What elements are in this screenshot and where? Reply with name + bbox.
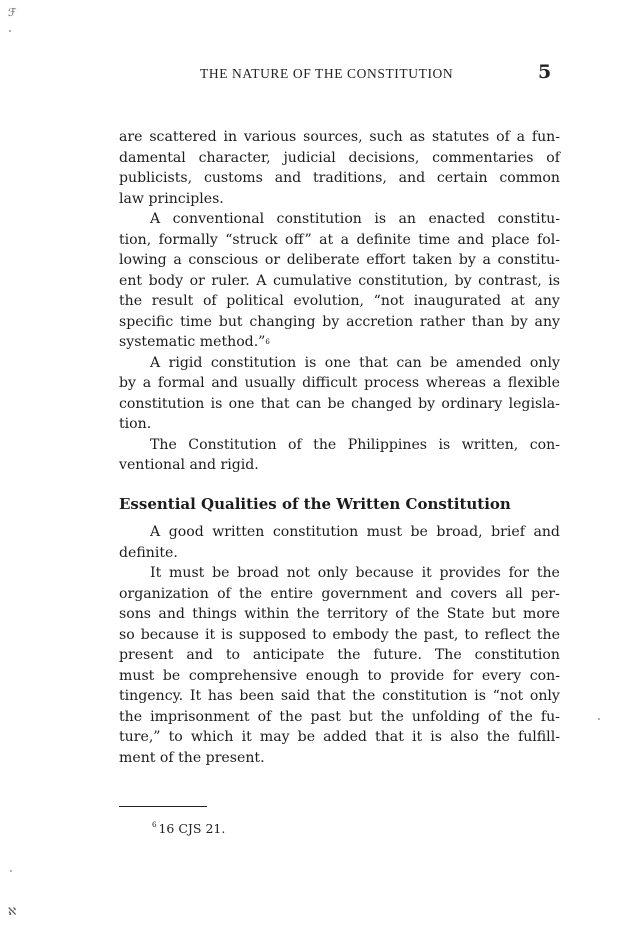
word: be bbox=[212, 565, 230, 581]
word: at bbox=[510, 293, 525, 309]
word: within bbox=[244, 606, 290, 622]
text-line bbox=[119, 148, 560, 169]
word: tion, bbox=[119, 231, 152, 248]
word: entire bbox=[270, 585, 314, 602]
word: such bbox=[369, 129, 403, 145]
word: for bbox=[508, 565, 530, 581]
word: A bbox=[256, 272, 267, 289]
word: and bbox=[274, 170, 302, 186]
word: the bbox=[486, 729, 510, 745]
paragraph bbox=[119, 353, 560, 435]
line-text: definite. bbox=[119, 544, 178, 561]
text-line bbox=[119, 563, 560, 584]
word: and bbox=[457, 231, 485, 248]
word: to bbox=[367, 667, 382, 684]
word: “struck bbox=[225, 231, 278, 248]
word: the bbox=[380, 708, 404, 725]
word: publicists, bbox=[119, 170, 193, 186]
word: time bbox=[180, 313, 212, 330]
word: be bbox=[430, 354, 448, 371]
word: one bbox=[324, 354, 351, 371]
word: has bbox=[207, 688, 233, 704]
word: anticipate bbox=[252, 647, 325, 663]
word: State bbox=[446, 606, 485, 622]
corner-mark-top: ℱ bbox=[8, 7, 17, 19]
word: it bbox=[421, 565, 432, 581]
word: place bbox=[491, 231, 530, 248]
word: ent bbox=[119, 272, 143, 289]
line-text: ventional and rigid. bbox=[119, 457, 259, 473]
word: common bbox=[499, 170, 560, 186]
word: Constitution bbox=[188, 436, 277, 453]
word: is bbox=[374, 211, 387, 227]
word: changing bbox=[249, 313, 316, 330]
text-line bbox=[119, 209, 560, 230]
word: It bbox=[150, 565, 162, 581]
paragraph bbox=[119, 563, 560, 768]
word: be bbox=[410, 524, 428, 540]
text-line bbox=[119, 584, 560, 605]
text-line bbox=[119, 353, 560, 374]
word: evolution, bbox=[293, 293, 365, 309]
word: inaugurated bbox=[413, 293, 502, 309]
word: result bbox=[151, 293, 194, 309]
word: “not bbox=[373, 293, 405, 309]
word: fu- bbox=[540, 708, 560, 725]
footnote bbox=[152, 821, 225, 836]
word: enough bbox=[305, 667, 359, 684]
word: in bbox=[223, 129, 238, 145]
word: to bbox=[225, 647, 240, 663]
word: embody bbox=[332, 626, 389, 643]
word: is bbox=[304, 354, 317, 371]
word: the bbox=[509, 708, 533, 725]
word: by bbox=[119, 375, 136, 391]
text-line bbox=[119, 127, 560, 148]
word: the bbox=[416, 606, 440, 622]
word: by bbox=[454, 272, 472, 289]
word: customs bbox=[203, 170, 263, 186]
text-line bbox=[119, 291, 560, 312]
word: “not bbox=[492, 688, 524, 704]
word: broad, bbox=[436, 524, 483, 540]
word: A bbox=[150, 211, 161, 227]
text-line bbox=[119, 645, 560, 666]
text-line bbox=[119, 727, 560, 748]
word: must bbox=[169, 565, 205, 581]
word: written bbox=[212, 524, 265, 540]
word: government bbox=[321, 585, 408, 602]
word: deliberate bbox=[286, 252, 360, 268]
word: may bbox=[259, 729, 290, 745]
text-line bbox=[119, 250, 560, 271]
word: and bbox=[398, 170, 426, 186]
word: is bbox=[438, 436, 451, 453]
scan-speck bbox=[598, 718, 600, 720]
word: provide bbox=[390, 667, 445, 684]
text-line bbox=[119, 543, 560, 564]
word: are bbox=[119, 129, 143, 145]
text-line bbox=[119, 168, 560, 189]
word: amended bbox=[455, 354, 522, 371]
paragraph bbox=[119, 522, 560, 563]
word: also bbox=[450, 729, 479, 745]
text-line bbox=[119, 230, 560, 251]
word: comprehensive bbox=[188, 667, 298, 684]
word: sons bbox=[119, 606, 152, 622]
word: a bbox=[173, 252, 182, 268]
line-text: ment of the present. bbox=[119, 749, 265, 766]
word: a bbox=[516, 129, 526, 145]
word: good bbox=[168, 524, 204, 540]
word: changed bbox=[351, 395, 412, 412]
footnote-reference: 6 bbox=[265, 338, 270, 346]
word: can bbox=[396, 354, 422, 371]
word: unfolding bbox=[411, 708, 480, 725]
word: it bbox=[241, 729, 252, 745]
word: of bbox=[546, 149, 560, 166]
word: and bbox=[415, 585, 443, 602]
running-header: THE NATURE OF THE CONSTITUTION bbox=[200, 66, 454, 81]
word: because bbox=[140, 626, 199, 643]
line-text: tion. bbox=[119, 416, 152, 432]
word: only bbox=[529, 354, 560, 371]
word: process bbox=[364, 375, 420, 391]
paragraph bbox=[119, 435, 560, 476]
word: a bbox=[482, 252, 491, 268]
word: than bbox=[471, 313, 504, 330]
word: legisla- bbox=[508, 395, 560, 412]
word: lowing bbox=[119, 252, 167, 268]
word: imprisonment bbox=[150, 708, 250, 725]
word: cumulative bbox=[272, 272, 352, 289]
section-heading: Essential Qualities of the Written Constitution bbox=[119, 494, 511, 513]
word: been bbox=[239, 688, 275, 704]
word: character, bbox=[198, 149, 271, 166]
word: to bbox=[312, 626, 327, 643]
word: it bbox=[204, 626, 216, 643]
word: provides bbox=[439, 565, 501, 581]
word: the bbox=[279, 708, 303, 725]
word: traditions, bbox=[313, 170, 387, 186]
word: more bbox=[523, 606, 560, 622]
word: ordinary bbox=[441, 395, 503, 412]
footnote-marker: 6 bbox=[152, 821, 157, 829]
word: be bbox=[297, 729, 316, 745]
word: statutes bbox=[431, 129, 490, 145]
text-line bbox=[119, 604, 560, 625]
word: that bbox=[359, 354, 388, 371]
footnote-text: 16 CJS 21. bbox=[158, 821, 226, 836]
word: only bbox=[529, 688, 560, 704]
word: past, bbox=[423, 626, 459, 643]
word: at bbox=[319, 231, 334, 248]
word: ture,” bbox=[119, 729, 161, 745]
word: the bbox=[352, 688, 376, 704]
word: of bbox=[395, 606, 409, 622]
page-number: 5 bbox=[538, 61, 552, 83]
scan-speck bbox=[10, 870, 12, 872]
word: rather bbox=[419, 313, 465, 330]
word: whereas bbox=[425, 375, 487, 391]
word: the bbox=[239, 585, 263, 602]
word: of bbox=[217, 585, 231, 602]
word: of bbox=[288, 436, 302, 453]
word: added bbox=[323, 729, 367, 745]
word: which bbox=[190, 729, 234, 745]
word: constitution bbox=[119, 395, 205, 412]
word: constitution bbox=[272, 524, 359, 540]
text-line bbox=[119, 455, 560, 476]
paragraph bbox=[119, 209, 560, 353]
word: by bbox=[322, 313, 340, 330]
word: specific bbox=[119, 313, 174, 330]
word: that bbox=[316, 688, 346, 704]
word: but bbox=[348, 708, 373, 725]
word: to bbox=[464, 626, 479, 643]
word: constitution bbox=[382, 688, 468, 704]
word: as bbox=[409, 129, 426, 145]
text-line bbox=[119, 373, 560, 394]
word: by bbox=[418, 395, 436, 412]
word: be bbox=[327, 395, 345, 412]
word: A bbox=[150, 524, 161, 540]
word: and bbox=[533, 524, 560, 540]
text-line bbox=[119, 666, 560, 687]
text-line bbox=[119, 625, 560, 646]
text-line bbox=[119, 686, 560, 707]
word: the bbox=[313, 436, 337, 453]
text-line bbox=[119, 435, 560, 456]
body-text bbox=[119, 127, 560, 768]
word: is bbox=[221, 626, 233, 643]
word: all bbox=[505, 585, 523, 602]
text-line bbox=[119, 332, 560, 353]
word: decisions, bbox=[348, 149, 420, 166]
line-text: law principles. bbox=[119, 190, 224, 207]
word: commentaries bbox=[432, 149, 534, 166]
word: conscious bbox=[188, 252, 259, 268]
word: brief bbox=[491, 524, 525, 540]
word: is bbox=[210, 395, 223, 412]
word: fun- bbox=[531, 129, 560, 145]
word: damental bbox=[119, 149, 186, 166]
word: the bbox=[119, 708, 143, 725]
word: Philippines bbox=[347, 436, 428, 453]
word: of bbox=[496, 129, 510, 145]
word: enacted bbox=[428, 211, 486, 227]
word: off” bbox=[284, 231, 312, 248]
word: constitution bbox=[210, 354, 297, 371]
word: broad bbox=[237, 565, 279, 581]
word: accretion bbox=[346, 313, 414, 330]
word: fol- bbox=[537, 231, 560, 248]
word: to bbox=[168, 729, 183, 745]
footnote-rule bbox=[119, 806, 207, 807]
word: the bbox=[119, 293, 143, 309]
word: the bbox=[296, 606, 320, 622]
word: The bbox=[150, 436, 177, 453]
word: said bbox=[280, 688, 310, 704]
word: ruler. bbox=[211, 272, 250, 289]
word: scattered bbox=[149, 129, 217, 145]
word: of bbox=[257, 708, 272, 725]
word: con- bbox=[529, 436, 560, 453]
word: but bbox=[218, 313, 243, 330]
word: future. bbox=[373, 647, 422, 663]
word: and bbox=[158, 606, 185, 622]
word: A bbox=[150, 354, 161, 371]
word: difficult bbox=[302, 375, 358, 391]
paragraph bbox=[119, 127, 560, 209]
word: It bbox=[189, 688, 202, 704]
word: the bbox=[337, 647, 361, 663]
word: of bbox=[487, 708, 502, 725]
word: time bbox=[418, 231, 451, 248]
word: is bbox=[430, 729, 442, 745]
word: conventional bbox=[172, 211, 265, 227]
corner-mark-bottom: ℵ bbox=[8, 906, 17, 918]
text-line bbox=[119, 271, 560, 292]
word: or bbox=[189, 272, 205, 289]
text-line bbox=[119, 312, 560, 333]
word: or bbox=[264, 252, 281, 268]
word: tingency. bbox=[119, 688, 184, 704]
word: any bbox=[534, 293, 560, 309]
text-line bbox=[119, 522, 560, 543]
word: The bbox=[434, 647, 462, 663]
word: the bbox=[536, 626, 560, 643]
word: one bbox=[228, 395, 255, 412]
word: is bbox=[548, 272, 560, 289]
text-line bbox=[119, 707, 560, 728]
word: judicial bbox=[283, 149, 336, 166]
word: the bbox=[536, 565, 560, 581]
word: formal bbox=[157, 375, 205, 391]
word: sources, bbox=[303, 129, 363, 145]
text-line bbox=[119, 414, 560, 435]
word: for bbox=[452, 667, 474, 684]
word: that bbox=[260, 395, 290, 412]
word: any bbox=[534, 313, 560, 330]
word: so bbox=[119, 626, 135, 643]
word: constitution, bbox=[358, 272, 449, 289]
word: present bbox=[119, 647, 174, 663]
text-line bbox=[119, 189, 560, 210]
word: rigid bbox=[168, 354, 203, 371]
word: reflect bbox=[484, 626, 531, 643]
word: things bbox=[192, 606, 237, 622]
word: not bbox=[286, 565, 310, 581]
word: must bbox=[366, 524, 403, 540]
word: usually bbox=[244, 375, 296, 391]
word: must bbox=[119, 667, 155, 684]
word: definite bbox=[356, 231, 411, 248]
word: of bbox=[202, 293, 217, 309]
word: every bbox=[481, 667, 522, 684]
word: a bbox=[142, 375, 152, 391]
word: constitu- bbox=[497, 252, 560, 268]
word: various bbox=[243, 129, 297, 145]
word: constitution bbox=[276, 211, 362, 227]
word: that bbox=[375, 729, 404, 745]
word: con- bbox=[529, 667, 560, 684]
word: effort bbox=[366, 252, 406, 268]
word: an bbox=[398, 211, 416, 227]
word: body bbox=[148, 272, 184, 289]
word: can bbox=[295, 395, 322, 412]
word: per- bbox=[531, 585, 560, 602]
word: territory bbox=[327, 606, 388, 622]
word: organization bbox=[119, 585, 209, 602]
word: it bbox=[411, 729, 423, 745]
word: be bbox=[162, 667, 181, 684]
word: constitu- bbox=[497, 211, 560, 227]
word: taken bbox=[412, 252, 453, 268]
word: past bbox=[310, 708, 341, 725]
word: contrast, bbox=[478, 272, 542, 289]
word: is bbox=[474, 688, 486, 704]
word: and bbox=[186, 647, 213, 663]
word: the bbox=[394, 626, 418, 643]
word: formally bbox=[158, 231, 218, 248]
word: constitution bbox=[474, 647, 560, 663]
word: only bbox=[317, 565, 348, 581]
text-line bbox=[119, 394, 560, 415]
line-text: systematic method.” bbox=[119, 334, 266, 350]
word: certain bbox=[436, 170, 488, 186]
word: covers bbox=[450, 585, 498, 602]
word: by bbox=[458, 252, 476, 268]
text-line bbox=[119, 748, 560, 769]
word: because bbox=[355, 565, 414, 581]
word: flexible bbox=[507, 375, 560, 391]
word: fulfill- bbox=[517, 729, 560, 745]
word: and bbox=[211, 375, 238, 391]
word: supposed bbox=[238, 626, 307, 643]
word: by bbox=[510, 313, 528, 330]
word: a bbox=[492, 375, 502, 391]
word: a bbox=[340, 231, 350, 248]
scan-speck bbox=[9, 30, 11, 32]
word: but bbox=[491, 606, 516, 622]
word: written, bbox=[461, 436, 519, 453]
word: political bbox=[226, 293, 284, 309]
